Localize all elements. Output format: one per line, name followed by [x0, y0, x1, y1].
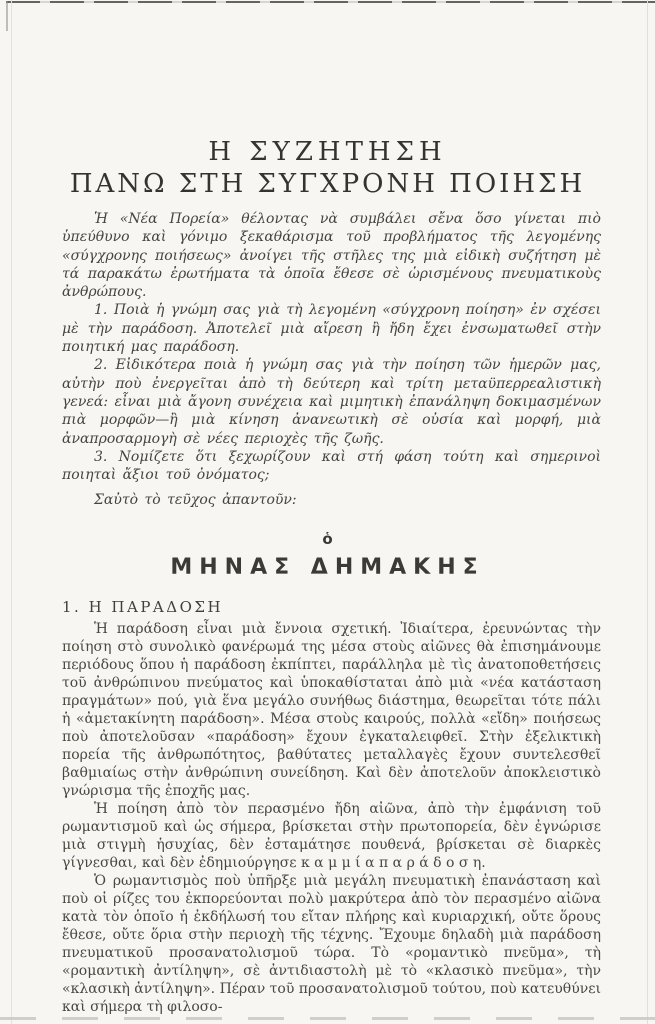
question-2: 2. Εἰδικότερα ποιὰ ἡ γνώμη σας γιὰ τὴν ποίηση τῶν ἡμερῶν μας, αὐτὴν ποὺ ἐνεργεῖται ἀπὸ τὴ δεύτερη καὶ τρίτη μεταϋπερρεαλιστικὴ γενεά: εἶναι μιὰ ἄγονη συνέχεια καὶ μιμητικὴ ἐπανάληψη δοκιμασμένων πιὰ μορφῶν—ἢ μιὰ κίνηση ἀνανεωτικὴ σὲ οὐσία καὶ μορφή, μιὰ ἀναπροσαρμογὴ σὲ νέες περιοχὲς τῆς ζωῆς. [62, 357, 601, 447]
editorial-note [62, 210, 601, 510]
page-title-line-2: ΠΑΝΩ ΣΤΗ ΣΥΓΧΡΟΝΗ ΠΟΙΗΣΗ [69, 169, 586, 199]
page-title [0, 136, 655, 200]
editorial-note-paragraph: Ἡ «Νέα Πορεία» θέλοντας νὰ συμβάλει σἔνα ὅσο γίνεται πιὸ ὑπεύθυνο καὶ γόνιμο ξεκαθάρισμα τοῦ προβλήματος τῆς λεγομένης «σύγχρονης ποιήσεως» ἀνοίγει τῆς στῆλες της μιὰ εἰδικὴ συζήτηση μὲ τά παρακάτω ἐρωτήματα τὰ ὁποῖα ἔθεσε σὲ ὡρισμένους πνευματικοὺς ἀνθρώπους. [62, 211, 601, 301]
byline-article-prefix: ὁ [322, 529, 333, 548]
article-paragraph: Ὁ ρωμαντισμὸς ποὺ ὑπῆρξε μιὰ μεγάλη πνευματικὴ ἐπανάσταση καὶ ποὺ οἱ ρίζες του ἐκπορεύονται πολὺ μακρύτερα ἀπὸ τὸν περασμένο αἰῶνα κατὰ τὸν ὁποῖο ἡ ἐκδήλωσή του εἴταν πλήρης καὶ κυριαρχική, οὔτε ὅρους ἔθεσε, οὔτε ὅρια στὴν περιοχὴ τῆς τέχνης. Ἔχουμε δηλαδὴ μιὰ παράδοση πνευματικοῦ προσανατολισμοῦ τώρα. Τὸ «ρομαντικὸ πνεῦμα», τὴ «ρομαντικὴ ἀντίληψη», σὲ ἀντιδιαστολὴ μὲ τὸ «κλασικὸ πνεῦμα», τὴν «κλασικὴ ἀντίληψη». Πέραν τοῦ προσανατολισμοῦ τούτου, ποὺ κατευθύνει καὶ σήμερα τὴ φιλοσο- [62, 872, 601, 1015]
question-3: 3. Νομίζετε ὅτι ξεχωρίζουν καὶ στή φάση τούτη καὶ σημερινοὶ ποιηταὶ ἄξιοι τοῦ ὀνόματος; [62, 448, 601, 484]
scan-bottom-edge-line [0, 1017, 655, 1020]
article-paragraph: Ἡ παράδοση εἶναι μιὰ ἔννοια σχετική. Ἰδιαίτερα, ἐρευνώντας τὴν ποίηση στὸ συνολικὸ φανέρωμά της μέσα στοὺς αἰῶνες θὰ ἐπισημάνουμε περιόδους ὅπου ἡ παράδοση ἐκπίπτει, παράλληλα μὲ τὶς ἀνατοποθετήσεις τοῦ ἀνθρώπινου πνεύματος καὶ ὑποκαθίσταται ἀπὸ μιὰ «νέα κατάσταση πραγμάτων» πού, γιὰ ἕνα μεγάλο συνήθως διάστημα, θεωρεῖται τότε πάλι ἡ «ἀμετακίνητη παράδοση». Μέσα στοὺς καιρούς, πολλὰ «εἴδη» ποιήσεως ποὺ ἀποτελοῦσαν «παράδοση» ἔχουν ἐγκαταλειφθεῖ. Στὴν ἐξελικτικὴ πορεία τῆς ἀνθρωπότητος, βαθύτατες μεταλλαγὲς ἔχουν συντελεσθεῖ βαθμιαίως στὴν ἀνθρώπινη συνείδηση. Καὶ δὲν ἀποτελοῦν ἀποκλειστικὸ γνώρισμα τῆς ἐποχῆς μας. [62, 620, 601, 799]
article-paragraph: Ἡ ποίηση ἀπὸ τὸν περασμένο ἤδη αἰῶνα, ἀπὸ τὴν ἐμφάνιση τοῦ ρωμαντισμοῦ καὶ ὡς σήμερα, βρίσκεται στὴν πρωτοπορεία, δὲν ἐγνώρισε μιὰ στιγμὴ ἡσυχίας, δὲν ἐσταμάτησε πουθενά, βρίσκεται σὲ διαρκὲς γίγνεσθαι, καὶ δὲν ἐδημιούργησε κ α μ μ ί α π α ρ ά δ ο σ η. [62, 800, 601, 871]
page-title-line-1: Η ΣΥΖΗΤΗΣΗ [208, 137, 447, 167]
editorial-closing-line: Σαὐτὸ τὸ τεῦχος ἀπαντοῦν: [94, 492, 297, 509]
question-1: 1. Ποιὰ ἡ γνώμη σας γιὰ τὴ λεγομένη «σύγχρονη ποίηση» ἐν σχέσει μὲ τὴν παράδοση. Ἀποτελεῖ μιὰ αἴρεση ἢ ἤδη ἔχει ἐνσωματωθεῖ στὴν ποιητική μας παράδοση. [62, 302, 601, 356]
article-body [62, 598, 601, 1016]
byline [0, 530, 655, 581]
section-heading: 1. Η ΠΑΡΑΔΟΣΗ [62, 597, 224, 616]
author-name: ΜΗΝΑΣ ΔΗΜΑΚΗΣ [170, 554, 485, 580]
